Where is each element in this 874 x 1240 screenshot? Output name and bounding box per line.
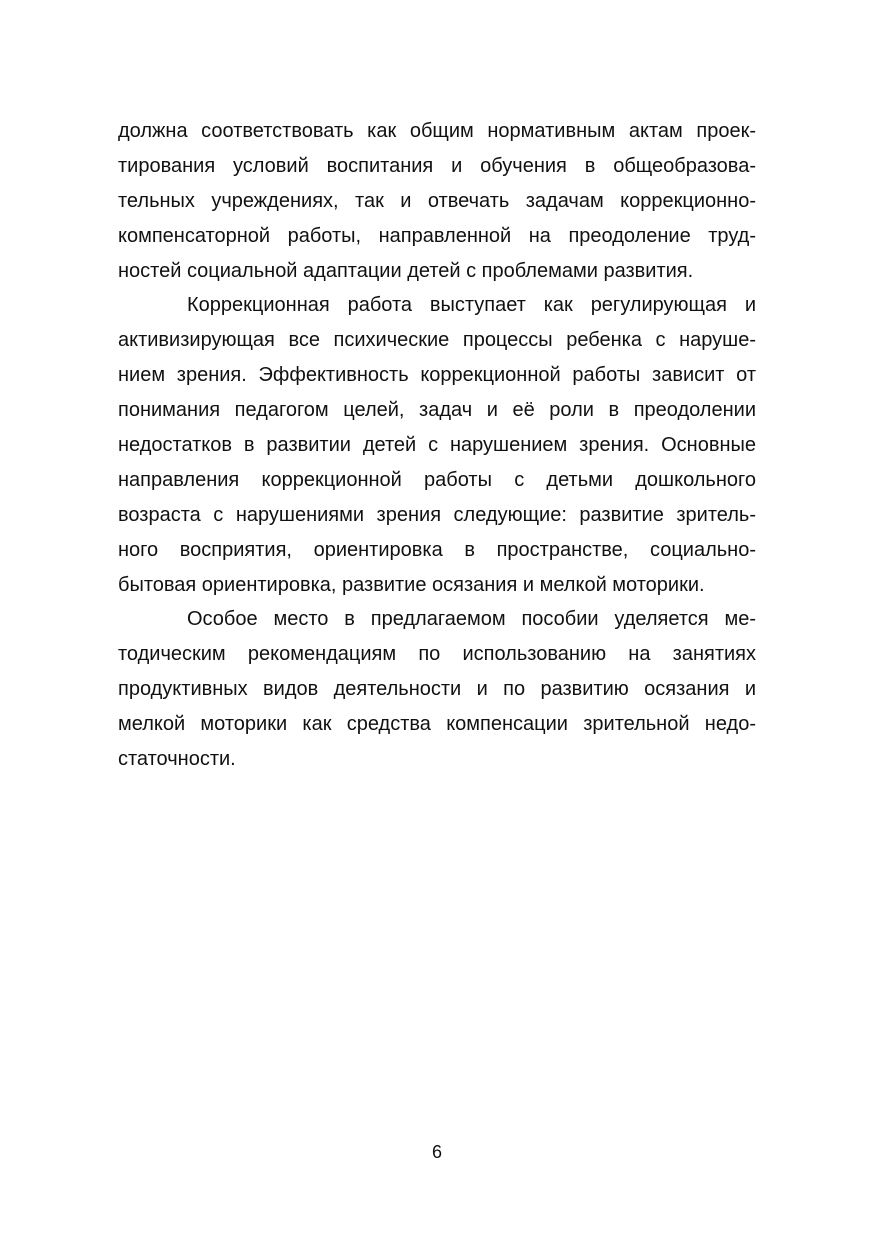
page-number: 6 [431, 1142, 442, 1162]
text-line: компенсаторной работы, направленной на преодоление труд- [118, 224, 756, 247]
text-line: направления коррекционной работы с детьми дошкольного [118, 468, 756, 491]
text-line: нием зрения. Эффективность коррекционной работы зависит от [118, 364, 756, 387]
text-line: Особое место в предлагаемом пособии уделяется ме- [187, 608, 756, 631]
paragraph-2 [118, 288, 756, 602]
text-line: недостатков в развитии детей с нарушением зрения. Основные [118, 434, 756, 457]
text-line: тельных учреждениях, так и отвечать задачам коррекционно- [118, 189, 756, 212]
text-line: ностей социальной адаптации детей с проблемами развития. [118, 259, 694, 282]
text-line: активизирующая все психические процессы ребенка с наруше- [118, 329, 756, 352]
text-line: должна соответствовать как общим нормативным актам проек- [118, 120, 756, 142]
paragraph-1 [118, 114, 756, 288]
text-line: тодическим рекомендациям по использованию на занятиях [118, 643, 756, 666]
text-line: возраста с нарушениями зрения следующие: развитие зритель- [118, 503, 756, 526]
text-line: мелкой моторики как средства компенсации зрительной недо- [118, 713, 756, 736]
text-line: понимания педагогом целей, задач и её роли в преодолении [118, 399, 756, 422]
text-line: статочности. [118, 748, 236, 771]
body-text [118, 114, 756, 777]
text-line: Коррекционная работа выступает как регулирующая и [187, 294, 756, 317]
text-line: бытовая ориентировка, развитие осязания и мелкой моторики. [118, 573, 705, 596]
text-line: тирования условий воспитания и обучения в общеобразова- [118, 154, 756, 177]
paragraph-3 [118, 602, 756, 776]
text-line: продуктивных видов деятельности и по развитию осязания и [118, 678, 756, 701]
text-line: ного восприятия, ориентировка в пространстве, социально- [118, 538, 756, 561]
